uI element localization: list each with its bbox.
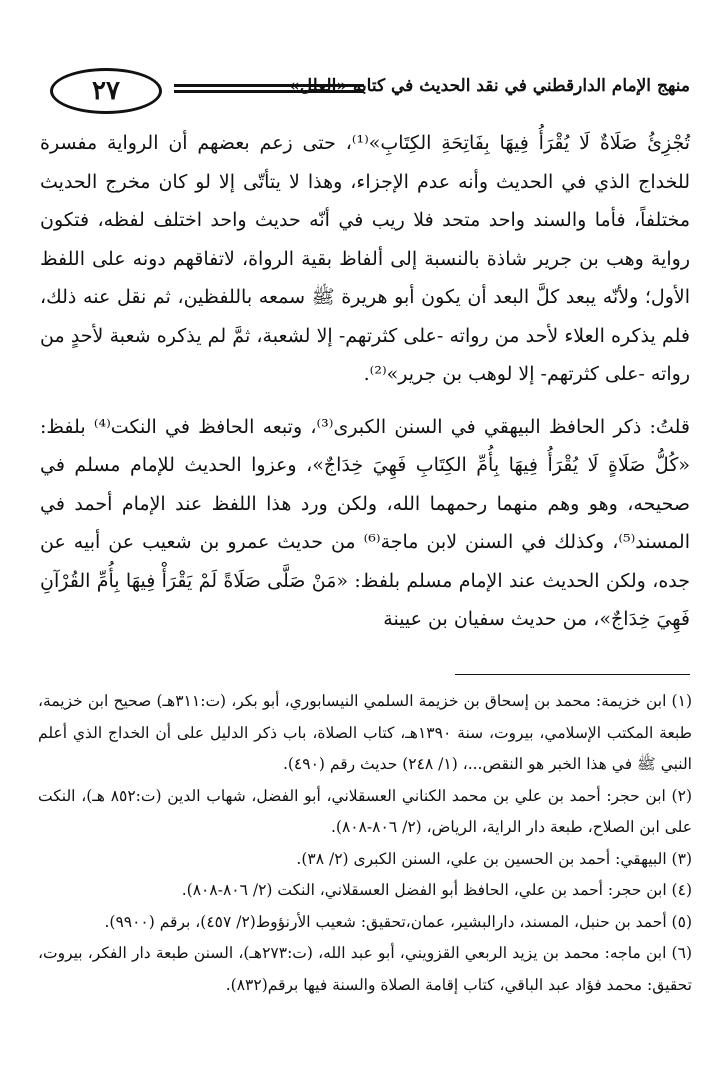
footnote: (٥) أحمد بن حنبل، المسند، دارالبشير، عمان،تحقيق: شعيب الأرنؤوط(٢/ ٤٥٧)، برقم (٩٩٠٠).	[104, 912, 692, 931]
footnote: (٦) ابن ماجه: محمد بن يزيد الربعي القزويني، أبو عبد الله، (ت:٢٧٣هـ)، السنن طبعة دار الفكر، بيروت، تحقيق: محمد فؤاد عبد الباقي، كتاب إقامة الصلاة والسنة فيها برقم(٨٣٢).	[38, 944, 692, 994]
footnote: (٣) البيهقي: أحمد بن الحسين بن علي، السنن الكبرى (٢/ ٣٨).	[296, 849, 692, 868]
running-title: منهج الإمام الدارقطني في نقد الحديث في كتابه «العلل»	[289, 76, 690, 96]
body-paragraph: قلتُ: ذكر الحافظ البيهقي في السنن الكبرى⁽³⁾، وتبعه الحافظ في النكت⁽⁴⁾ بلفظ: «كُلُّ صَلَاةٍ لَا يُقْرَأُ فِيهَا بِأُمِّ الكِتَابِ فَهِيَ خِدَاجٌ»، وعزوا الحديث للإمام مسلم في صحيحه، وهو وهم منهما رحمهما الله، ولكن ورد هذا اللفظ عند الإمام أحمد في المسند⁽⁵⁾، وكذلك في السنن لابن ماجة⁽⁶⁾ من حديث عمرو بن شعيب عن أبيه عن جده، ولكن الحديث عند الإمام مسلم بلفظ: «مَنْ صَلَّى صَلَاةً لَمْ يَقْرَأْ فِيهَا بِأُمِّ القُرْآنِ فَهِيَ خِدَاجٌ»، من حديث سفيان بن عيينة	[40, 415, 690, 630]
footnotes	[38, 686, 692, 1001]
main-text	[40, 124, 690, 639]
footnote: (٢) ابن حجر: أحمد بن علي بن محمد الكناني العسقلاني، أبو الفضل، شهاب الدين (ت:٨٥٢ هـ)، النكت على ابن الصلاح، طبعة دار الراية، الرياض، (٢/ ٨٠٦-٨٠٨).	[38, 786, 692, 836]
page-header	[40, 62, 690, 122]
body-paragraph: تُجْزِئُ صَلَاةٌ لَا يُقْرَأُ فِيهَا بِفَاتِحَةِ الكِتَابِ»⁽¹⁾، حتى زعم بعضهم أن الرواية مفسرة للخداج الذي في الحديث وأنه عدم الإجزاء، وهذا لا يتأتّى إلا لو كان مخرج الحديث مختلفاً، فأما والسند واحد متحد فلا ريب في أنّه حديث واحد اختلف لفظه، فتكون رواية وهب بن جرير شاذة بالنسبة إلى ألفاظ بقية الرواة، لاتفاقهم دونه على اللفظ الأول؛ ولأنّه يبعد كلَّ البعد أن يكون أبو هريرة ﷺ سمعه باللفظين، ثم نقل عنه ذلك، فلم يذكره العلاء لأحد من رواته -على كثرتهم- إلا لشعبة، ثمَّ لم يذكره شعبة لأحدٍ من رواته -على كثرتهم- إلا لوهب بن جرير»⁽²⁾.	[40, 132, 691, 385]
footnote: (٤) ابن حجر: أحمد بن علي، الحافظ أبو الفضل العسقلاني، النكت (٢/ ٨٠٦-٨٠٨).	[181, 881, 692, 899]
page-number: ٢٧	[50, 68, 162, 114]
footnote: (١) ابن خزيمة: محمد بن إسحاق بن خزيمة السلمي النيسابوري، أبو بكر، (ت:٣١١هـ) صحيح ابن خزيمة، طبعة المكتب الإسلامي، بيروت، سنة ١٣٩٠هـ، كتاب الصلاة، باب ذكر الدليل على أن الخداج الذي أعلم النبي ﷺ في هذا الخبر هو النقص...، (١/ ٢٤٨) حديث رقم (٤٩٠).	[38, 692, 692, 773]
footnote-separator	[455, 674, 690, 675]
